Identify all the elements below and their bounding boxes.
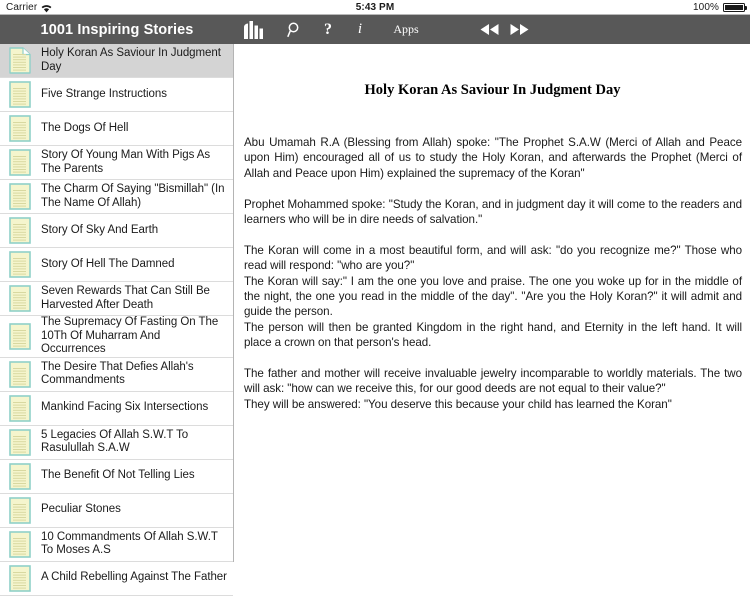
story-paragraph: The father and mother will receive invaluable jewelry incomparable to worldly materials. The two will ask: "how can we receive this, for our good deeds are not equal to their value?" bbox=[244, 367, 742, 396]
story-list-item-label: The Charm Of Saying "Bismillah" (In The Name Of Allah) bbox=[41, 183, 225, 209]
story-list-item[interactable] bbox=[0, 392, 233, 426]
document-icon bbox=[9, 183, 31, 210]
story-list-item[interactable] bbox=[0, 358, 233, 392]
sidebar-header bbox=[0, 15, 234, 44]
story-list-item[interactable] bbox=[0, 78, 233, 112]
story-list-item[interactable] bbox=[0, 44, 233, 78]
story-list-item[interactable] bbox=[0, 112, 233, 146]
document-icon bbox=[9, 323, 31, 350]
document-icon bbox=[9, 361, 31, 388]
document-icon bbox=[9, 217, 31, 244]
story-list-item-label: A Child Rebelling Against The Father bbox=[41, 571, 227, 584]
story-list-item-label: Five Strange Instructions bbox=[41, 87, 167, 100]
story-list-item[interactable] bbox=[0, 146, 233, 180]
battery-full-icon bbox=[723, 3, 745, 12]
story-list-item-label: Mankind Facing Six Intersections bbox=[41, 401, 209, 414]
story-list-item-label: Story Of Hell The Damned bbox=[41, 257, 175, 270]
document-icon bbox=[9, 395, 31, 422]
story-paragraph: The Koran will come in a most beautiful form, and will ask: "do you recognize me?" Those who read will respond: "who are you?" bbox=[244, 243, 742, 273]
toolbar bbox=[234, 15, 750, 44]
story-paragraph: They will be answered: "You deserve this because your child has learned the Koran" bbox=[244, 397, 672, 411]
story-paragraph: The person will then be granted Kingdom in the right hand, and Eternity in the left hand. It will place a crown on that person's head. bbox=[244, 320, 742, 350]
info-button[interactable]: i bbox=[357, 21, 363, 37]
story-list-item[interactable] bbox=[0, 460, 233, 494]
story-list-item[interactable] bbox=[0, 180, 233, 214]
story-list-item[interactable] bbox=[0, 248, 233, 282]
story-list-item-label: Holy Koran As Saviour In Judgment Day bbox=[41, 47, 221, 73]
status-bar-right bbox=[693, 2, 745, 13]
document-icon bbox=[9, 115, 31, 142]
story-title: Holy Koran As Saviour In Judgment Day bbox=[364, 82, 621, 98]
books-icon[interactable] bbox=[234, 15, 276, 44]
app-title: 1001 Inspiring Stories bbox=[40, 21, 194, 38]
document-icon bbox=[9, 429, 31, 456]
story-paragraph: Abu Umamah R.A (Blessing from Allah) spoke: "The Prophet S.A.W (Merci of Allah and Peace upon Him) encouraged all of us to study the Holy Koran, and afterwards the Prophet (Merci of Allah and Peace upon Him) explained the supremacy of the Koran" bbox=[244, 136, 742, 180]
document-icon bbox=[9, 531, 31, 558]
document-icon bbox=[9, 81, 31, 108]
status-bar bbox=[0, 0, 750, 15]
story-list-item[interactable] bbox=[0, 426, 233, 460]
story-list-item[interactable] bbox=[0, 494, 233, 528]
story-list-item[interactable] bbox=[0, 214, 233, 248]
rewind-icon[interactable] bbox=[474, 15, 504, 44]
document-icon bbox=[9, 285, 31, 312]
story-paragraph: The Koran will say:" I am the one you love and praise. The one you woke up for in the middle of the night, the one you read in the middle of the day". "Are you the Holy Koran?" it will admit and guide the person. bbox=[244, 274, 742, 319]
story-list-item-label: 5 Legacies Of Allah S.W.T To Rasulullah S.A.W bbox=[41, 428, 189, 454]
document-icon bbox=[9, 251, 31, 278]
story-list-item-label: Story Of Young Man With Pigs As The Parents bbox=[41, 149, 211, 175]
document-icon bbox=[9, 565, 31, 592]
magnifier-icon[interactable] bbox=[276, 15, 312, 44]
story-list-item[interactable] bbox=[0, 562, 233, 596]
story-paragraph: Prophet Mohammed spoke: "Study the Koran, and in judgment day it will come to the readers and learners who will be in dire needs of salvation." bbox=[244, 197, 742, 227]
story-content-pane bbox=[235, 44, 750, 562]
help-button[interactable]: ? bbox=[324, 20, 332, 38]
story-list-item-label: The Dogs Of Hell bbox=[41, 121, 129, 134]
fast-forward-icon[interactable] bbox=[504, 15, 534, 44]
story-list-item-label: The Desire That Defies Allah's Commandments bbox=[41, 360, 194, 386]
document-icon bbox=[9, 463, 31, 490]
document-icon bbox=[9, 149, 31, 176]
carrier-label: Carrier bbox=[6, 1, 38, 13]
document-icon bbox=[9, 47, 31, 74]
apps-button[interactable]: Apps bbox=[393, 22, 419, 36]
story-list[interactable] bbox=[0, 44, 234, 584]
story-list-item-label: The Supremacy Of Fasting On The 10Th Of Muharram And Occurrences bbox=[41, 316, 219, 355]
story-list-item-label: 10 Commandments Of Allah S.W.T To Moses A.S bbox=[41, 530, 218, 556]
document-icon bbox=[9, 497, 31, 524]
story-list-item[interactable] bbox=[0, 528, 233, 562]
story-list-item-label: Peculiar Stones bbox=[41, 503, 121, 516]
story-body bbox=[244, 135, 742, 412]
story-list-item[interactable] bbox=[0, 316, 233, 358]
story-list-item-label: The Benefit Of Not Telling Lies bbox=[41, 469, 195, 482]
story-list-item[interactable] bbox=[0, 282, 233, 316]
clock: 5:43 PM bbox=[355, 1, 395, 13]
battery-percent-label: 100% bbox=[693, 1, 719, 13]
story-list-item-label: Story Of Sky And Earth bbox=[41, 223, 159, 236]
story-list-item-label: Seven Rewards That Can Still Be Harvested After Death bbox=[41, 285, 210, 311]
